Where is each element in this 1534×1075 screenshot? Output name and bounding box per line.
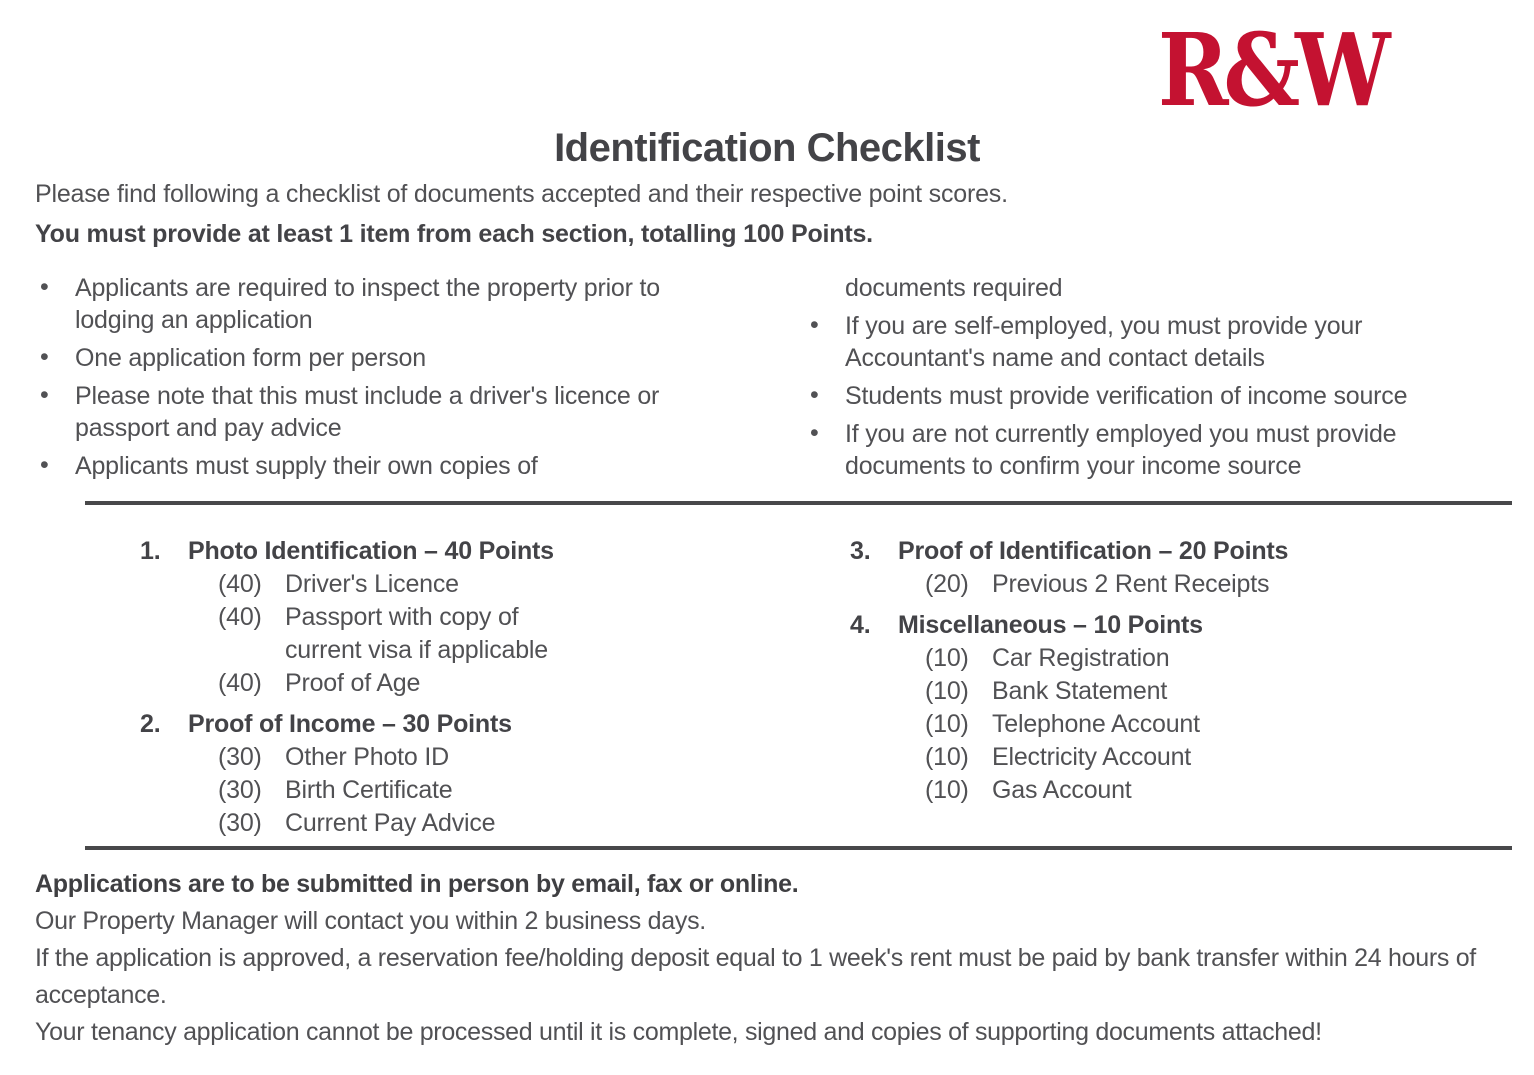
checklist-section-photo-identification [140, 535, 590, 700]
checklist-item [218, 774, 590, 807]
section-number: 1. [140, 537, 161, 565]
item-points: (30) [218, 776, 262, 804]
checklist-item [218, 568, 590, 601]
section-title: Proof of Income – 30 Points [188, 710, 512, 738]
item-points: (40) [218, 570, 262, 598]
note-item: • Students must provide verification of income source [805, 380, 1497, 412]
processing-note: Your tenancy application cannot be processed until it is complete, signed and copies of supporting documents attached! [35, 1018, 1322, 1046]
note-item: • Please note that this must include a driver's licence or passport and pay advice [35, 380, 735, 444]
checklist-item [925, 675, 1322, 708]
section-number: 2. [140, 710, 161, 738]
item-label: Previous 2 Rent Receipts [992, 570, 1270, 598]
section-number: 3. [850, 537, 871, 565]
item-points: (10) [925, 743, 969, 771]
checklist-left-column [140, 535, 590, 848]
section-title: Miscellaneous – 10 Points [898, 611, 1203, 639]
section-heading [140, 708, 590, 741]
item-label: Driver's Licence [285, 570, 459, 598]
item-points: (40) [218, 669, 262, 697]
item-label: Proof of Age [285, 669, 421, 697]
item-points: (10) [925, 710, 969, 738]
general-notes-right-column [805, 272, 1497, 488]
section-heading [140, 535, 590, 568]
checklist-item [218, 667, 590, 700]
contact-note: Our Property Manager will contact you within 2 business days. [35, 907, 706, 935]
section-number: 4. [850, 611, 871, 639]
checklist-item [925, 741, 1322, 774]
page-title: Identification Checklist [554, 126, 980, 170]
note-item: • If you are not currently employed you must provide documents to confirm your income source [805, 418, 1497, 482]
checklist-item [925, 708, 1322, 741]
note-item: • If you are self-employed, you must provide your Accountant's name and contact details [805, 310, 1497, 374]
item-label: Electricity Account [992, 743, 1192, 771]
item-label: Telephone Account [992, 710, 1200, 738]
section-heading [850, 535, 1322, 568]
item-points: (40) [218, 603, 262, 631]
divider-top [85, 501, 1512, 505]
checklist-section-proof-of-income [140, 708, 590, 840]
checklist-right-column [850, 535, 1322, 815]
requirement-text: You must provide at least 1 item from each section, totalling 100 Points. [35, 220, 873, 248]
item-points: (10) [925, 776, 969, 804]
note-item: • Applicants must supply their own copies of [35, 450, 735, 482]
deposit-note: If the application is approved, a reservation fee/holding deposit equal to 1 week's rent must be paid by bank transfer within 24 hours of acceptance. [35, 944, 1476, 1009]
checklist-section-miscellaneous [850, 609, 1322, 807]
checklist-item [925, 568, 1322, 601]
rw-logo: R&W [1158, 11, 1386, 129]
item-label: Current Pay Advice [285, 809, 496, 837]
checklist-item [218, 807, 590, 840]
note-continuation: documents required [845, 274, 1063, 302]
divider-bottom [85, 846, 1512, 850]
checklist-item [218, 601, 590, 667]
section-title: Photo Identification – 40 Points [188, 537, 554, 565]
item-label: Car Registration [992, 644, 1170, 672]
item-label: Other Photo ID [285, 743, 449, 771]
item-points: (30) [218, 809, 262, 837]
intro-text: Please find following a checklist of documents accepted and their respective point scores. [35, 180, 1008, 208]
section-title: Proof of Identification – 20 Points [898, 537, 1289, 565]
item-label: Bank Statement [992, 677, 1168, 705]
checklist-item [925, 642, 1322, 675]
item-points: (10) [925, 677, 969, 705]
item-label: Passport with copy of current visa if applicable [285, 603, 548, 664]
note-item: • One application form per person [35, 342, 735, 374]
footer-notes [35, 866, 1515, 1051]
item-points: (10) [925, 644, 969, 672]
checklist-item [218, 741, 590, 774]
item-points: (30) [218, 743, 262, 771]
submission-note: Applications are to be submitted in person by email, fax or online. [35, 870, 799, 898]
item-points: (20) [925, 570, 969, 598]
checklist-section-proof-of-identification [850, 535, 1322, 601]
item-label: Gas Account [992, 776, 1132, 804]
checklist-item [925, 774, 1322, 807]
note-item: • Applicants are required to inspect the property prior to lodging an application [35, 272, 735, 336]
item-label: Birth Certificate [285, 776, 453, 804]
general-notes-left-column [35, 272, 735, 488]
section-heading [850, 609, 1322, 642]
